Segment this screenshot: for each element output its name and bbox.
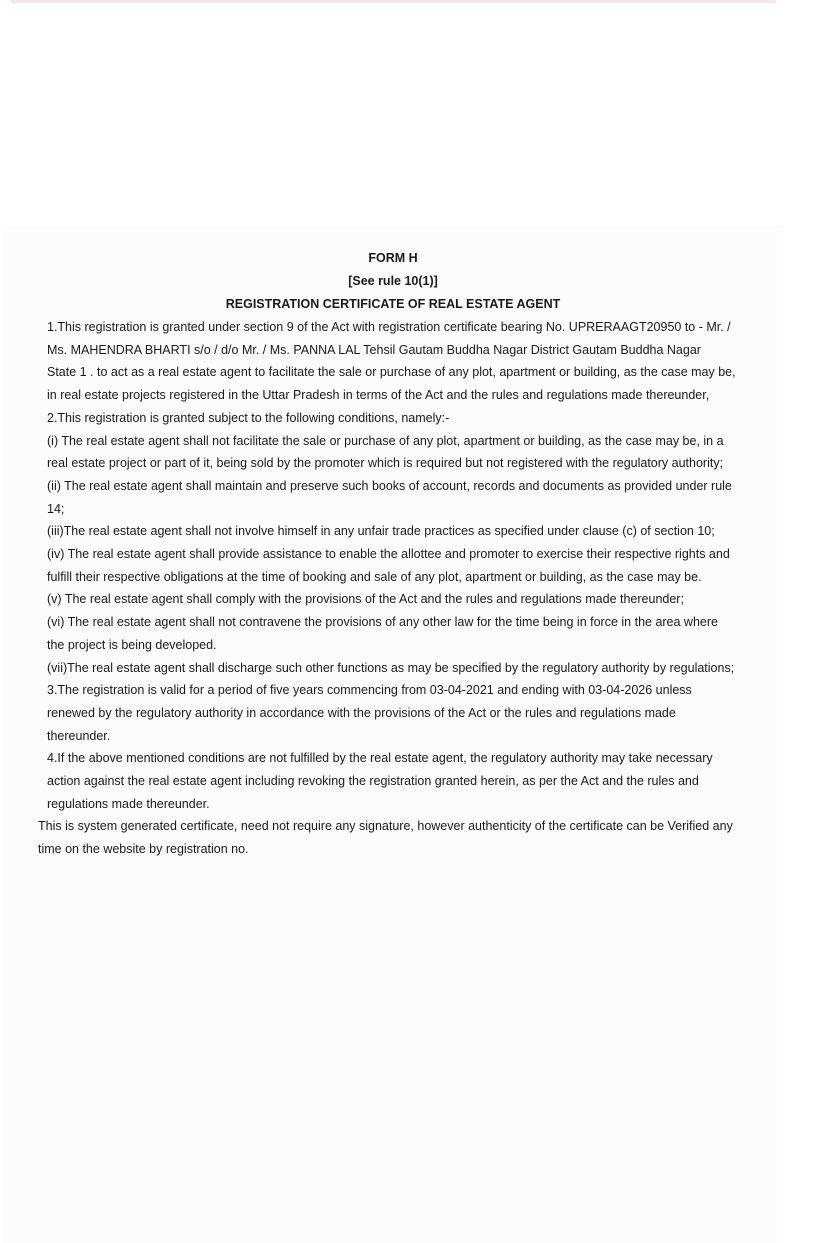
form-rule: [See rule 10(1)]: [348, 274, 438, 288]
body-line: (ii) The real estate agent shall maintain and preserve such books of account, records and documents as provided under rule: [47, 478, 732, 493]
body-line: (iii)The real estate agent shall not involve himself in any unfair trade practices as specified under clause (c) of section 10;: [47, 524, 715, 539]
body-line: 2.This registration is granted subject to the following conditions, namely:-: [47, 410, 450, 425]
footer-note-line: This is system generated certificate, need not require any signature, however authenticity of the certificate can be Verified any: [38, 819, 733, 834]
body-line: 4.If the above mentioned conditions are not fulfilled by the real estate agent, the regulatory authority may take necessary: [47, 751, 713, 766]
body-line: State 1 . to act as a real estate agent to facilitate the sale or purchase of any plot, apartment or building, as the case may be,: [47, 365, 736, 380]
body-line: thereunder.: [47, 728, 111, 743]
top-divider: [11, 0, 776, 3]
body-line: 14;: [47, 501, 65, 516]
body-line: real estate project or part of it, being sold by the promoter which is required but not registered with the regulatory authority;: [47, 456, 724, 471]
body-line: in real estate projects registered in the Uttar Pradesh in terms of the Act and the rules and regulations made thereunder,: [47, 388, 710, 403]
body-line: 3.The registration is valid for a period of five years commencing from 03-04-2021 and ending with 03-04-2026 unless: [47, 683, 692, 698]
certificate-heading: REGISTRATION CERTIFICATE OF REAL ESTATE AGENT: [225, 297, 561, 311]
body-line: fulfill their respective obligations at the time of booking and sale of any plot, apartment or building, as the case may be.: [47, 569, 702, 584]
body-line: (iv) The real estate agent shall provide assistance to enable the allottee and promoter to exercise their respective rights and: [47, 547, 730, 561]
certificate-document: [3, 225, 783, 1243]
form-title: FORM H: [368, 251, 418, 265]
body-line: (vi) The real estate agent shall not contravene the provisions of any other law for the time being in force in the area where: [47, 615, 718, 630]
body-line: (v) The real estate agent shall comply with the provisions of the Act and the rules and regulations made thereunder;: [47, 592, 684, 607]
body-line: action against the real estate agent including revoking the registration granted herein, as per the Act and the rules and: [47, 774, 699, 788]
footer-note-line: time on the website by registration no.: [38, 842, 249, 857]
body-line: (i) The real estate agent shall not facilitate the sale or purchase of any plot, apartment or building, as the case may be, in a: [47, 433, 724, 448]
body-line: the project is being developed.: [47, 637, 217, 652]
body-line: regulations made thereunder.: [47, 796, 210, 811]
body-line: 1.This registration is granted under section 9 of the Act with registration certificate bearing No. UPRERAAGT20950 to - Mr. /: [47, 320, 731, 334]
body-line: Ms. MAHENDRA BHARTI s/o / d/o Mr. / Ms. PANNA LAL Tehsil Gautam Buddha Nagar District Gautam Buddha Nagar: [47, 342, 701, 357]
body-line: renewed by the regulatory authority in accordance with the provisions of the Act or the rules and regulations made: [47, 705, 676, 720]
body-line: (vii)The real estate agent shall discharge such other functions as may be specified by the regulatory authority by regulations;: [47, 660, 735, 675]
